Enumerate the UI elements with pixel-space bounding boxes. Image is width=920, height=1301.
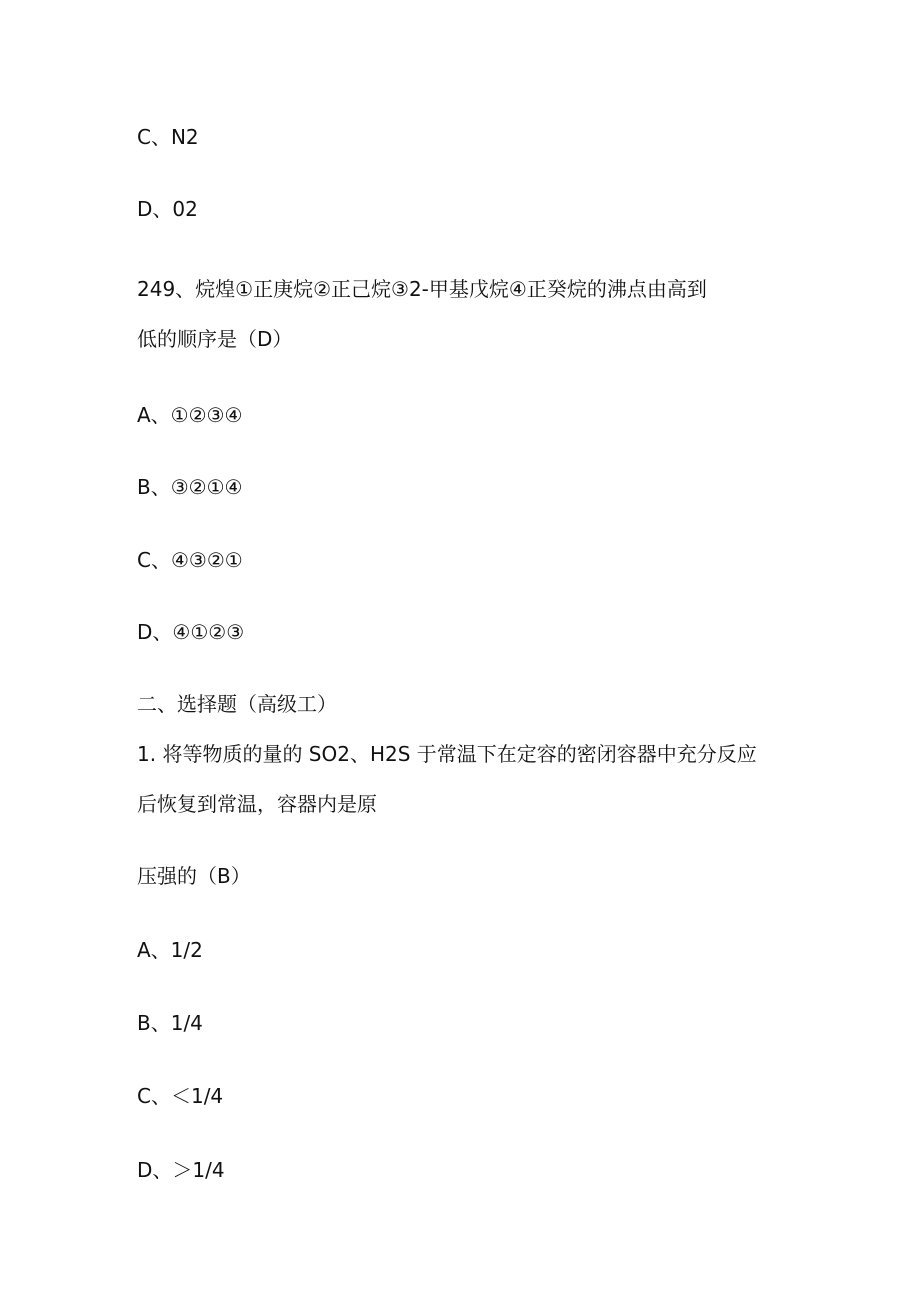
section-heading: 二、选择题（高级工） [137,692,337,716]
question-1-option-d: D、＞1/4 [137,1158,225,1182]
question-249-option-d: D、④①②③ [137,620,245,644]
question-1-stem-line-2: 后恢复到常温，容器内是原 [137,792,377,816]
question-1-option-a: A、1/2 [137,938,203,962]
prev-question-option-c: C、N2 [137,125,199,149]
question-1-stem-line-1: 1. 将等物质的量的 SO2、H2S 于常温下在定容的密闭容器中充分反应 [137,742,757,766]
question-249-option-b: B、③②①④ [137,475,243,499]
question-1-option-c: C、＜1/4 [137,1084,224,1108]
question-1-option-b: B、1/4 [137,1011,203,1035]
question-249-option-a: A、①②③④ [137,403,243,427]
question-249-option-c: C、④③②① [137,548,243,572]
question-249-stem-line-1: 249、烷煌①正庚烷②正己烷③2-甲基戊烷④正癸烷的沸点由高到 [137,277,707,301]
question-249-stem-line-2: 低的顺序是（D） [137,327,293,351]
question-1-stem-line-3: 压强的（B） [137,864,251,888]
prev-question-option-d: D、02 [137,197,198,221]
